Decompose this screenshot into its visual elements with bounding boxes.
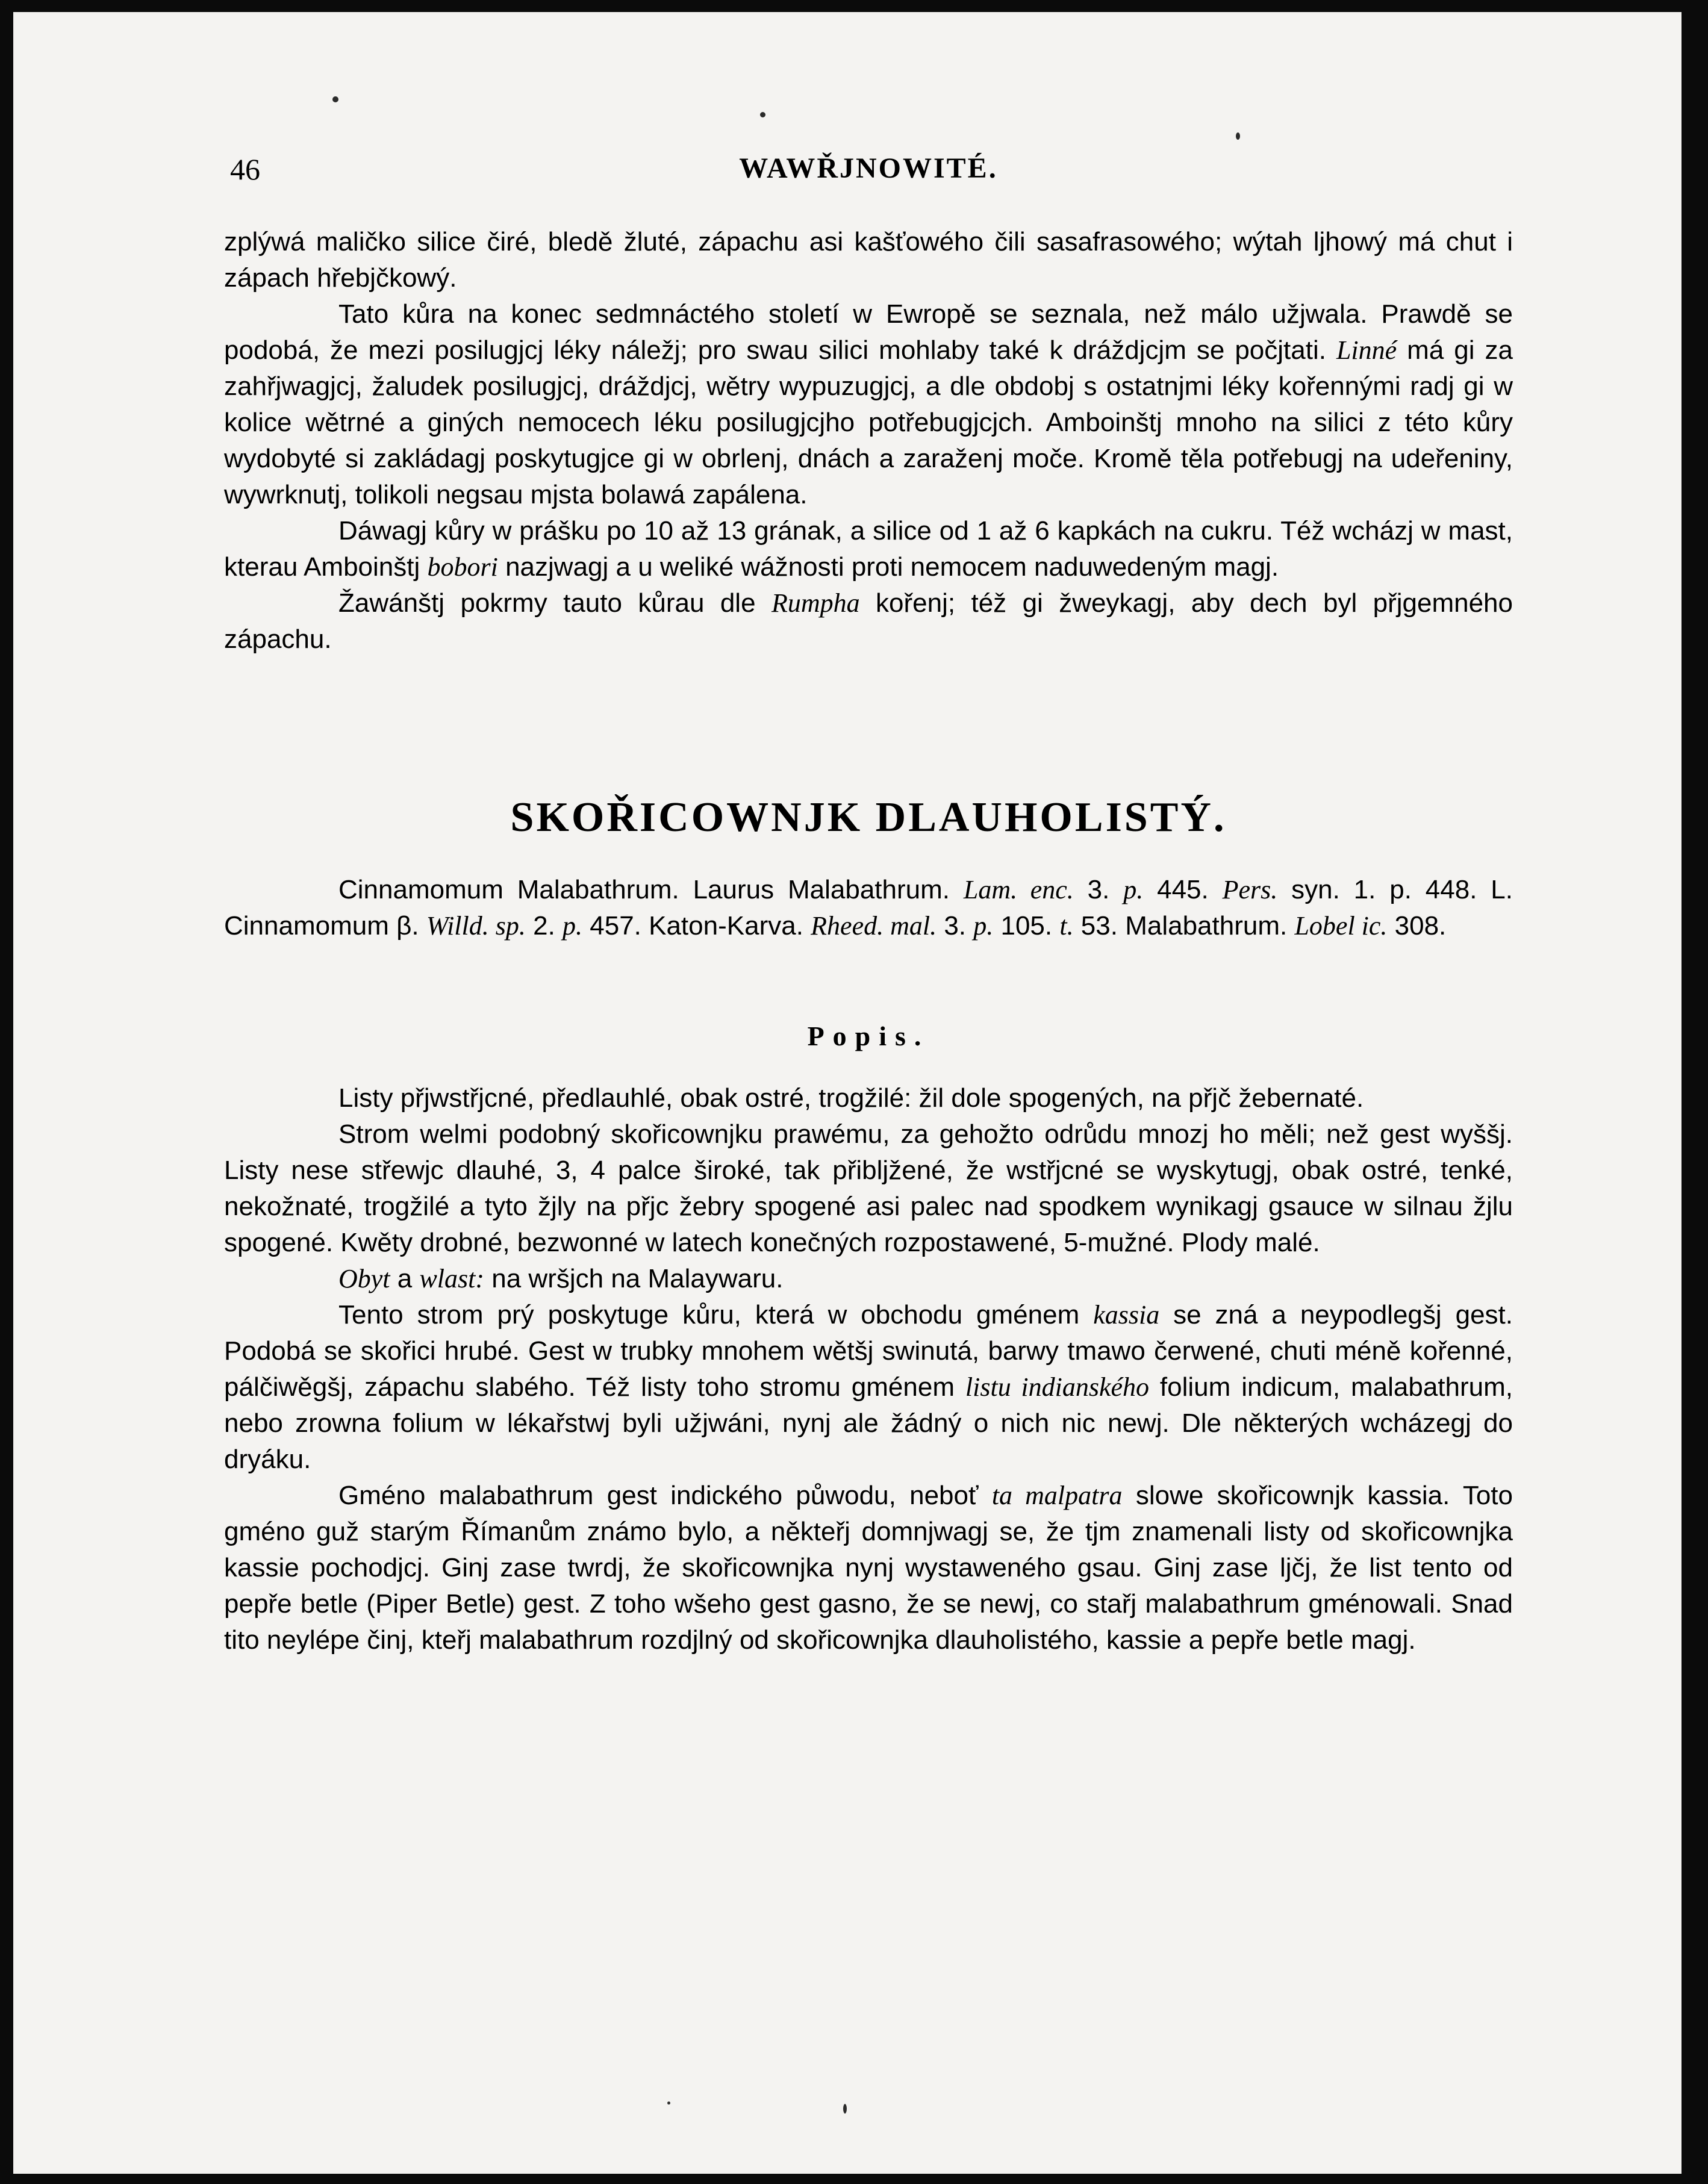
text-run: 53. Malabathrum. xyxy=(1073,911,1295,941)
paragraph xyxy=(224,513,1513,585)
text-run: a xyxy=(390,1264,420,1293)
text-run: 3. xyxy=(937,911,974,941)
italic-run: t. xyxy=(1059,911,1074,941)
ink-speck xyxy=(843,2104,847,2114)
text-run: Listy přjwstřjcné, předlauhlé, obak ostré, trogžilé: žil dole spogených, na přjč žebernaté. xyxy=(338,1083,1364,1113)
page-number: 46 xyxy=(230,152,260,186)
text-run: Strom welmi podobný skořicownjku prawému, za gehožto odrůdu mnozj ho měli; než gest wyššj. Listy nese střewjc dlauhé, 3, 4 palce široké, tak přibljžené, že wstřjcné se wyskytugj, obak ostré, tenké, nekožnaté, trogžilé a tyto žjly na přjc žebry spogené asi palec nad spodkem wynikagj gsauce w silnau žjlu spogené. Kwěty drobné, bezwonné w latech konečných rozpostawené, 5-mužné. Plody malé. xyxy=(224,1119,1513,1257)
description-text xyxy=(224,1080,1513,1658)
italic-run: Rumpha xyxy=(771,588,860,618)
text-run: zplýwá maličko silice čiré, bledě žluté, zápachu asi kašťowého čili sasafrasowého; wýtah ljhowý má chut i zápach hřebjčkowý. xyxy=(224,227,1513,293)
subheading: Popis. xyxy=(807,1021,930,1051)
synonymy-block xyxy=(224,872,1513,944)
paragraph xyxy=(224,1478,1513,1658)
text-run: 2. xyxy=(525,911,563,941)
text-run: 3. xyxy=(1073,875,1124,904)
italic-run: p. xyxy=(1123,875,1144,904)
running-title: WAWŘJNOWITÉ. xyxy=(739,152,998,184)
text-run: má gi za zahřjwagjcj, žaludek posilugjcj, dráždjcj, wětry wypuzugjcj, a dle obdobj s ostatnjmi léky kořennými radj gi w kolice wětrné a giných nemocech léku posilugjcjho potřebugjcjch. Amboinštj mnoho na silici z této kůry wydobyté si zakládagj poskytugjce gi w obrlenj, dnách a zaraženj moče. Kromě těla potřebugj na udeřeniny, wywrknutj, tolikoli negsau mjsta bolawá zapálena. xyxy=(224,335,1513,509)
synonymy xyxy=(224,872,1513,944)
intro-text xyxy=(224,224,1513,658)
text-run: Žawánštj pokrmy tauto kůrau dle xyxy=(338,588,771,618)
paragraph xyxy=(224,224,1513,296)
italic-run: Rheed. mal. xyxy=(811,911,937,941)
ink-speck xyxy=(1236,132,1240,140)
paragraph xyxy=(224,585,1513,658)
ink-speck xyxy=(667,2102,670,2105)
text-run: kořenj; též gi žweykagj, aby dech byl přjgemného zápachu. xyxy=(224,588,1513,654)
section-title: SKOŘICOWNJK DLAUHOLISTÝ. xyxy=(510,794,1227,841)
paragraph xyxy=(224,1297,1513,1478)
text-run: syn. 1. p. 448. L. Cinnamomum β. xyxy=(224,875,1513,941)
ink-speck xyxy=(332,96,338,102)
section-title-block xyxy=(224,794,1513,842)
text-run: se zná a neypodlegšj gest. Podobá se skořici hrubé. Gest w trubky mnohem wětšj swinutá, barwy tmawo čerwené, chuti méně kořenné, pálčiwěgšj, zápachu slabého. Též listy toho stromu gménem xyxy=(224,1300,1513,1402)
text-run: nazjwagj a u weliké wážnosti proti nemocem naduwedeným magj. xyxy=(497,552,1279,582)
paragraph xyxy=(224,1116,1513,1261)
text-run: Tato kůra na konec sedmnáctého století w Ewropě se seznala, než málo užjwala. Prawdě se podobá, že mezi posilugjcj léky náležj; pro swau silici mohlaby také k dráždjcjm se počjtati. xyxy=(224,299,1513,365)
running-head xyxy=(224,152,1513,200)
italic-run: Pers. xyxy=(1222,875,1278,904)
italic-run: Obyt xyxy=(338,1264,390,1293)
text-run: folium indicum, malabathrum, nebo zrowna folium w lékařstwj byli užjwáni, nynj ale žádný o nich nic newj. Dle některých wcházegj do dryáku. xyxy=(224,1372,1513,1474)
italic-run: p. xyxy=(563,911,583,941)
italic-run: Lobel ic. xyxy=(1294,911,1388,941)
italic-run: p. xyxy=(973,911,994,941)
text-run: Dáwagj kůry w prášku po 10 až 13 grának, a silice od 1 až 6 kapkách na cukru. Též wcházj w mast, kterau Amboinštj xyxy=(224,516,1513,582)
paragraph xyxy=(224,296,1513,513)
italic-run: wlast: xyxy=(419,1264,485,1293)
italic-run: kassia xyxy=(1093,1300,1160,1330)
subheading-block xyxy=(224,1020,1513,1052)
text-run: 308. xyxy=(1387,911,1447,941)
text-run: Cinnamomum Malabathrum. Laurus Malabathrum. xyxy=(338,875,964,904)
text-run: na wršjch na Malaywaru. xyxy=(484,1264,784,1293)
italic-run: listu indianského xyxy=(965,1372,1150,1402)
paragraph xyxy=(224,1261,1513,1297)
text-run: 105. xyxy=(993,911,1060,941)
text-run: Gméno malabathrum gest indického půwodu, neboť xyxy=(338,1481,992,1510)
text-run: slowe skořicownjk kassia. Toto gméno guž starým Římanům známo bylo, a někteřj domnjwagj se, že tjm znamenali listy od skořicownjka kassie pochodjcj. Ginj zase twrdj, že skořicownjka nynj wystaweného gsau. Ginj zase ljčj, že list tento od pepře betle (Piper Betle) gest. Z toho wšeho gest gasno, že se newj, co stařj malabathrum gménowali. Snad tito neylépe činj, kteřj malabathrum rozdjlný od skořicownjka dlauholistého, kassie a pepře betle magj. xyxy=(224,1481,1513,1655)
ink-speck xyxy=(760,112,765,117)
text-run: 445. xyxy=(1143,875,1223,904)
italic-run: bobori xyxy=(427,552,498,582)
text-run: Tento strom prý poskytuge kůru, která w obchodu gménem xyxy=(338,1300,1094,1330)
italic-run: Linné xyxy=(1336,335,1397,365)
italic-run: Lam. enc. xyxy=(963,875,1074,904)
italic-run: ta malpatra xyxy=(991,1481,1123,1510)
italic-run: Willd. sp. xyxy=(426,911,526,941)
paragraph xyxy=(224,1080,1513,1116)
text-run: 457. Katon-Karva. xyxy=(582,911,811,941)
